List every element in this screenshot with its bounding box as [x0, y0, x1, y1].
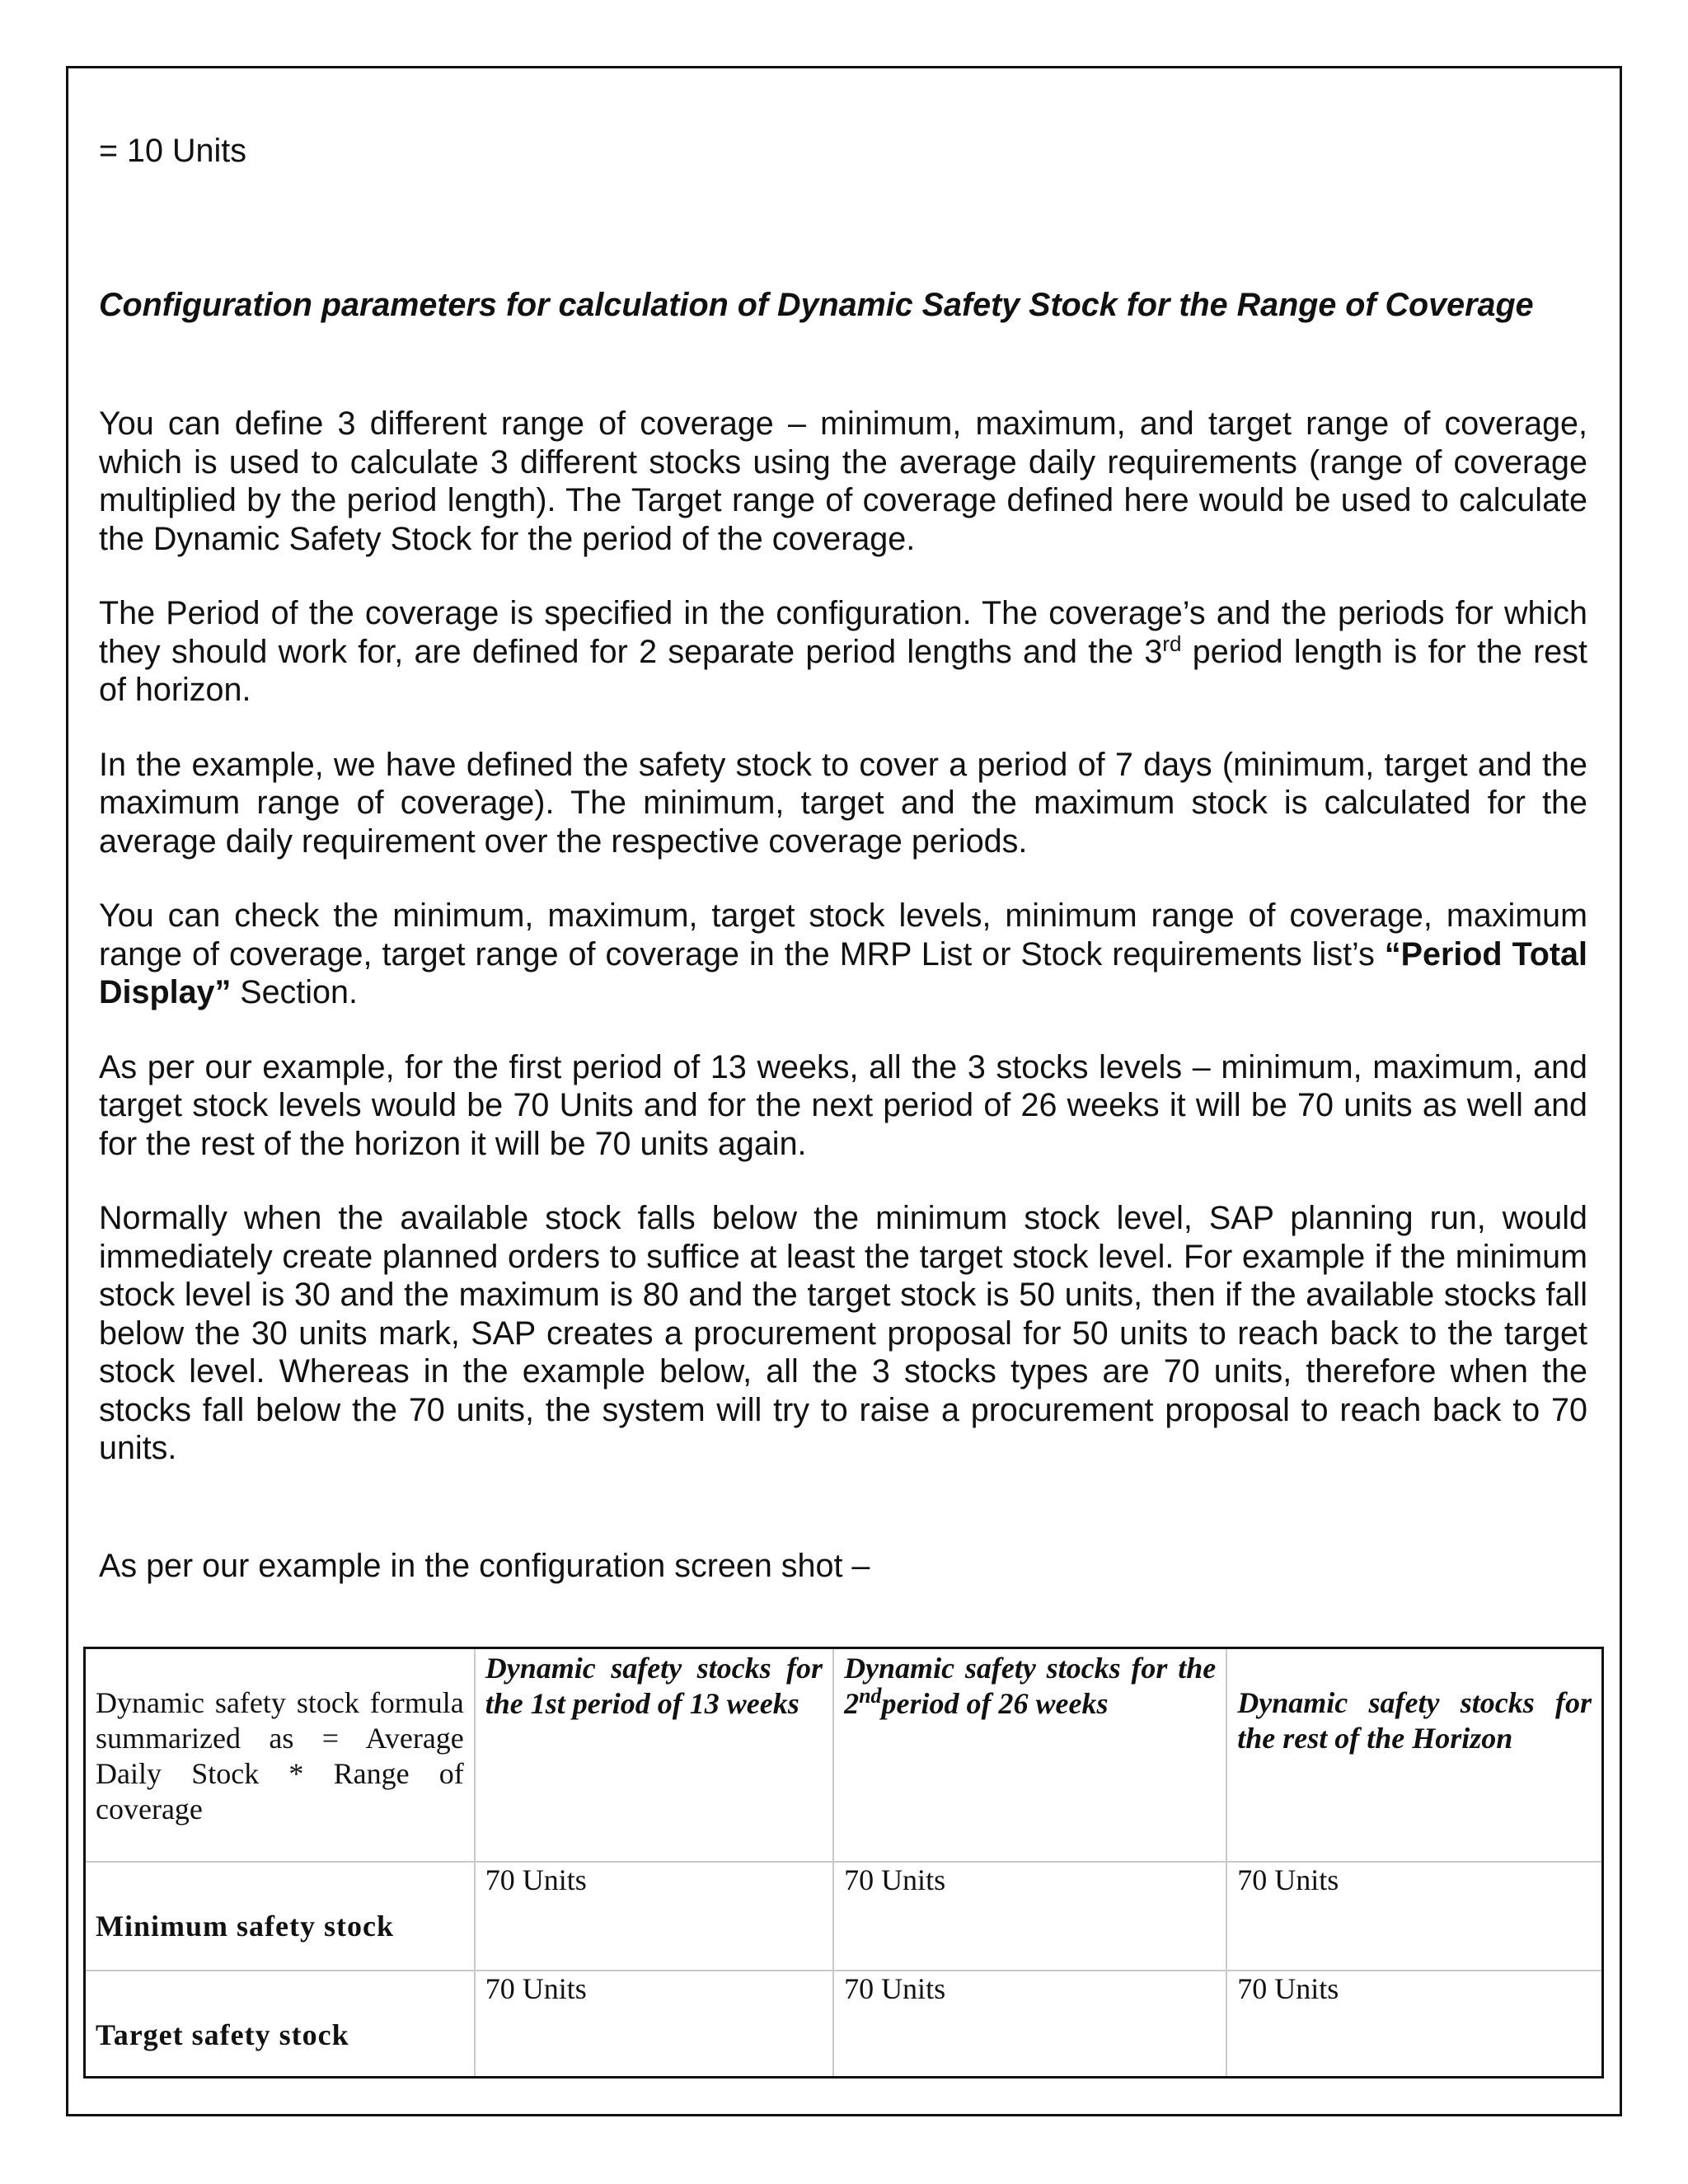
paragraph-range-of-coverage: You can define 3 different range of coverage – minimum, maximum, and target range of coverage, which is used to calculate 3 different stocks using the average daily requirements (range of coverage multiplied by the period length). The Target range of coverage defined here would be used to calculate the Dynamic Safety Stock for the period of the coverage.	[99, 405, 1587, 557]
superscript-nd: nd	[859, 1684, 882, 1708]
paragraph-table-intro: As per our example in the configuration screen shot –	[99, 1547, 870, 1584]
row-label-minimum: Minimum safety stock	[85, 1862, 475, 1971]
superscript-rd: rd	[1162, 630, 1182, 656]
paragraph-period-coverage	[99, 594, 1587, 710]
safety-stock-summary-table	[83, 1647, 1604, 2079]
formula-summary-cell: Dynamic safety stock formula summarized as = Average Daily Stock * Range of coverage	[85, 1648, 475, 1862]
table-cell: 70 Units	[1226, 1971, 1602, 2078]
document-body	[99, 132, 1587, 1585]
paragraph-example-period: In the example, we have defined the safety stock to cover a period of 7 days (minimum, target and the maximum range of coverage). The minimum, target and the maximum stock is calculated for the average daily requirement over the respective coverage periods.	[99, 746, 1587, 860]
paragraph-mrp-list-part1: You can check the minimum, maximum, target stock levels, minimum range of coverage, maximum range of coverage, target range of coverage in the MRP List or Stock requirements list’s	[99, 898, 1587, 972]
period-total-display-label: “Period Total Display”	[99, 935, 1587, 1010]
paragraph-planning-run: Normally when the available stock falls below the minimum stock level, SAP planning run, would immediately create planned orders to suffice at least the target stock level. For example if the minimum stock level is 30 and the maximum is 80 and the target stock is 50 units, then if the available stocks fall below the 30 units mark, SAP creates a procurement proposal for 50 units to reach back to the target stock level. Whereas in the example below, all the 3 stocks types are 70 units, therefore when the stocks fall below the 70 units, the system will try to raise a procurement proposal to reach back to 70 units.	[99, 1200, 1587, 1466]
table-cell: 70 Units	[833, 1862, 1226, 1971]
table-cell: 70 Units	[1226, 1862, 1602, 1971]
header-first-period: Dynamic safety stocks for the 1st period of 13 weeks	[475, 1648, 833, 1862]
units-result-line: = 10 Units	[99, 133, 246, 169]
table-header-row	[85, 1648, 1603, 1862]
header-second-period-part1: Dynamic safety stocks for the 2	[844, 1652, 1217, 1720]
table-cell: 70 Units	[475, 1862, 833, 1971]
row-label-target: Target safety stock	[85, 1971, 475, 2078]
table-row	[85, 1971, 1603, 2078]
table-cell: 70 Units	[833, 1971, 1226, 2078]
header-second-period	[833, 1648, 1226, 1862]
table-row	[85, 1862, 1603, 1971]
paragraph-period-coverage-part2: period length is for the rest of horizon.	[99, 633, 1587, 708]
header-second-period-part2: period of 26 weeks	[881, 1687, 1109, 1720]
paragraph-mrp-list	[99, 897, 1587, 1012]
paragraph-stock-levels: As per our example, for the first period of 13 weeks, all the 3 stocks levels – minimum, maximum, and target stock levels would be 70 Units and for the next period of 26 weeks it will be 70 units as well and for the rest of the horizon it will be 70 units again.	[99, 1048, 1587, 1162]
paragraph-period-coverage-part1: The Period of the coverage is specified in the configuration. The coverage’s and the periods for which they should work for, are defined for 2 separate period lengths and the 3	[99, 595, 1587, 670]
table-cell: 70 Units	[475, 1971, 833, 2078]
paragraph-mrp-list-part2: Section.	[231, 974, 358, 1010]
section-heading: Configuration parameters for calculation of Dynamic Safety Stock for the Range of Coverage	[99, 286, 1534, 323]
header-rest-of-horizon: Dynamic safety stocks for the rest of the Horizon	[1226, 1648, 1602, 1862]
